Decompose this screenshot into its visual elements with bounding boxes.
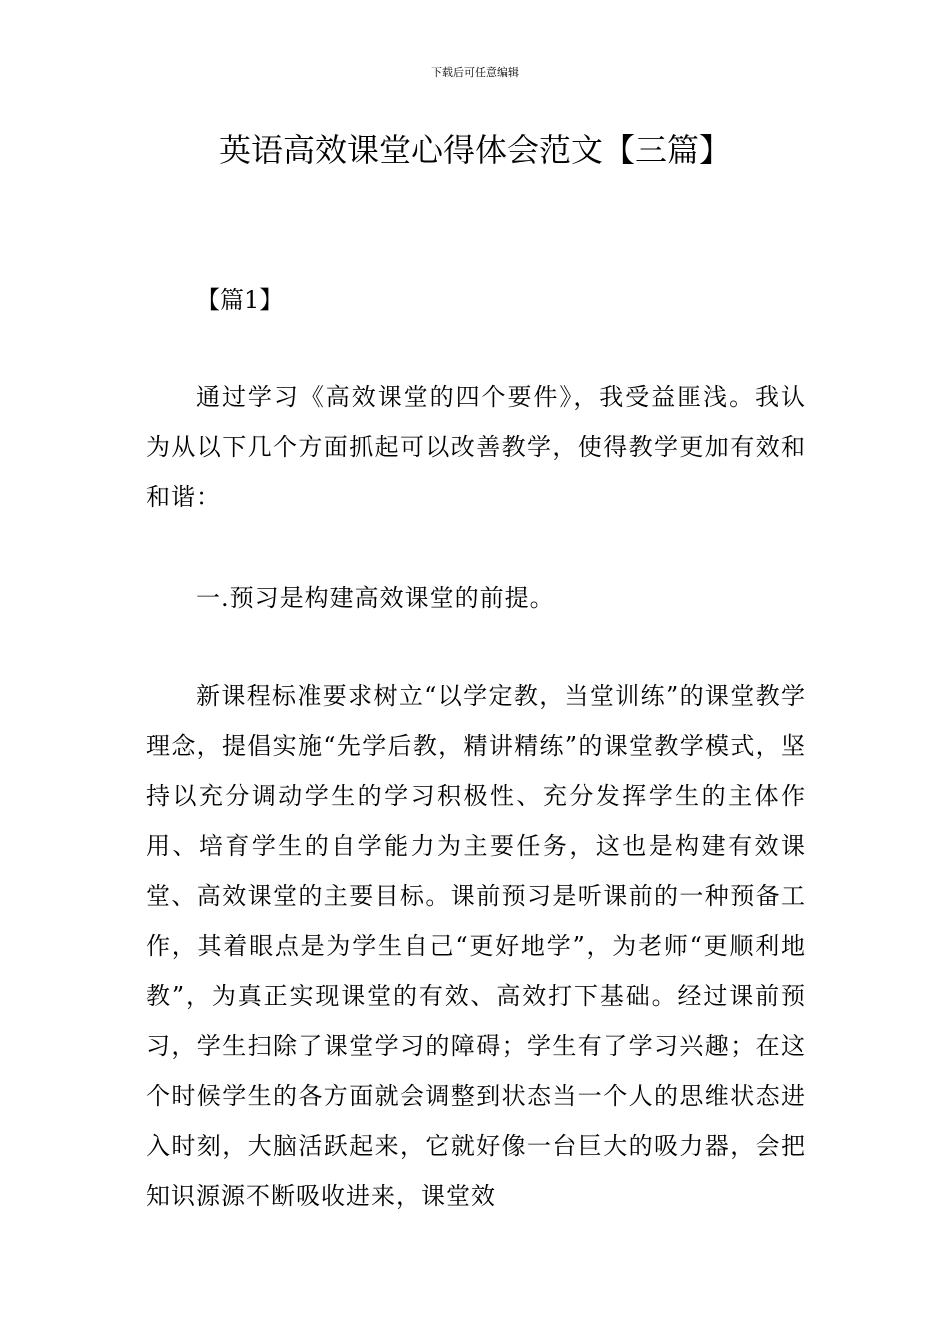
point-one-heading: 一.预习是构建高效课堂的前提。 xyxy=(196,584,555,612)
point-one-paragraph: 新课程标准要求树立“以学定教，当堂训练”的课堂教学理念，提倡实施“先学后教，精讲精练”的课堂教学模式，坚持以充分调动学生的学习积极性、充分发挥学生的主体作用、培育学生的自学能力为主要任务，这也是构建有效课堂、高效课堂的主要目标。课前预习是听课前的一种预备工作，其着眼点是为学生自己“更好地学”，为老师“更顺利地教”，为真正实现课堂的有效、高效打下基础。经过课前预习，学生扫除了课堂学习的障碍；学生有了学习兴趣；在这个时候学生的各方面就会调整到状态当一个人的思维状态进入时刻，大脑活跃起来，它就好像一台巨大的吸力器，会把知识源源不断吸收进来，课堂效 xyxy=(146,682,806,1210)
intro-paragraph: 通过学习《高效课堂的四个要件》，我受益匪浅。我认为从以下几个方面抓起可以改善教学，使得教学更加有效和和谐： xyxy=(146,383,806,511)
document-title: 英语高效课堂心得体会范文【三篇】 xyxy=(218,131,731,169)
header-note: 下载后可任意编辑 xyxy=(431,66,519,79)
section-label: 【篇1】 xyxy=(196,286,284,314)
